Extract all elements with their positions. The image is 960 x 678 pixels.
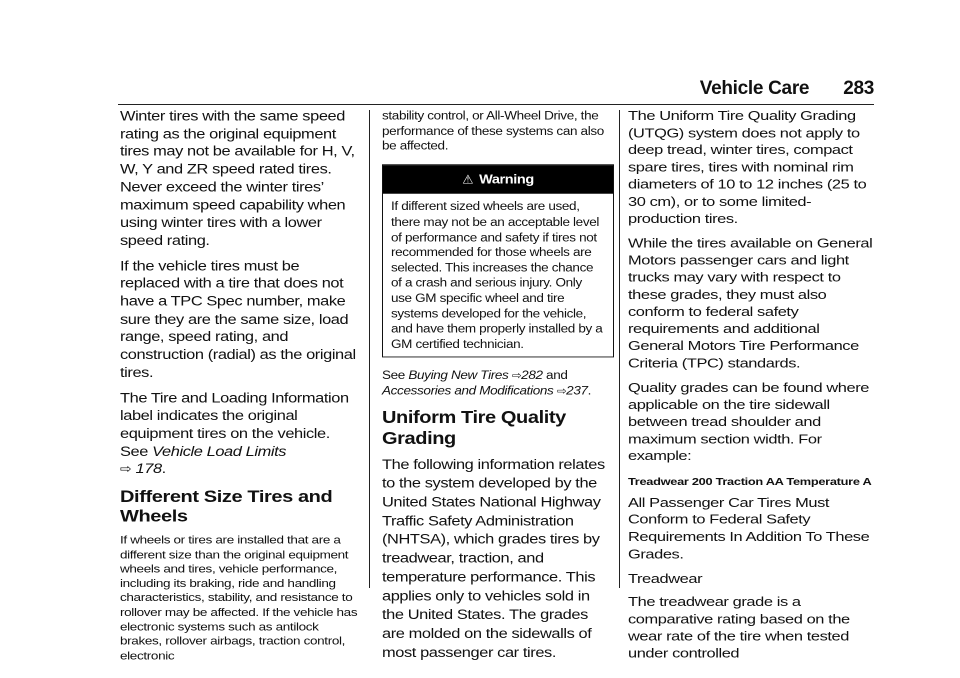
- page-header: [700, 78, 874, 100]
- see-text: See: [382, 369, 409, 383]
- page-arrow-icon: ⇨: [556, 384, 567, 398]
- paragraph: While the tires available on General Motors passenger cars and light trucks may vary with respect to these grades, they must also conform to federal safety requirements and additional General Motors Tire Performance Criteria (TPC) standards.: [628, 236, 873, 371]
- page-arrow-icon: ⇨: [120, 462, 132, 477]
- section-heading: Different Size Tires and Wheels: [120, 487, 333, 526]
- paragraph: All Passenger Car Tires Must Conform to Federal Safety Requirements In Addition To These Grades.: [628, 495, 870, 562]
- paragraph: stability control, or All-Wheel Drive, the performance of these systems can also be affected.: [382, 108, 604, 153]
- column-1: [120, 108, 360, 670]
- cross-reference-link[interactable]: Vehicle Load Limits: [152, 444, 287, 459]
- paragraph: [120, 390, 360, 479]
- example-line: Treadwear 200 Traction AA Temperature A: [628, 475, 872, 488]
- section-title: Vehicle Care: [699, 78, 810, 99]
- page-reference[interactable]: 282: [521, 369, 543, 383]
- paragraph: If the vehicle tires must be replaced with a tire that does not have a TPC Spec number, make sure they are the same size, load range, speed rating, and construction (radial) as the original tires.: [120, 258, 356, 381]
- warning-box: [382, 164, 614, 358]
- cross-reference-link[interactable]: Accessories and Modifications: [382, 384, 554, 398]
- paragraph: The Uniform Tire Quality Grading (UTQG) system does not apply to deep tread, winter tires, compact spare tires, tires with nominal rim diameters of 10 to 12 inches (25 to 30 cm), or to some limited-production tires.: [628, 108, 867, 227]
- header-rule: [118, 104, 874, 105]
- column-divider-2: [619, 110, 620, 588]
- warning-icon: ⚠: [462, 171, 474, 186]
- paragraph: The treadwear grade is a comparative rating based on the wear rate of the tire when tested under controlled: [628, 595, 850, 661]
- cross-reference-link[interactable]: Buying New Tires: [408, 369, 509, 383]
- punctuation: .: [161, 461, 166, 477]
- warning-title: Warning: [479, 172, 534, 187]
- paragraph: Winter tires with the same speed rating as the original equipment tires may not be available for H, V, W, Y and ZR speed rated tires. Never exceed the winter tires’ maximum speed capability when using winter tires with a lower speed rating.: [120, 108, 355, 249]
- paragraph-text: The Tire and Loading Information label indicates the original equipment tires on the vehicle. See: [120, 390, 349, 459]
- column-divider-1: [369, 110, 370, 588]
- see-text: and: [542, 369, 568, 383]
- subheading: Treadwear: [628, 571, 703, 586]
- warning-header: [383, 165, 613, 194]
- page-reference[interactable]: 237: [566, 384, 588, 398]
- paragraph: Quality grades can be found where applicable on the tire sidewall between tread shoulder and maximum section width. For example:: [628, 380, 870, 464]
- paragraph: If wheels or tires are installed that are a different size than the original equipment wheels and tires, vehicle performance, including its braking, ride and handling characteristics, stability, and resistance to rollover may be affected. If the vehicle has electronic systems such as antilock brakes, rollover airbags, traction control, electronic: [120, 533, 358, 662]
- section-heading: Uniform Tire Quality Grading: [382, 408, 566, 448]
- punctuation: .: [587, 384, 592, 398]
- page-arrow-icon: ⇨: [511, 369, 522, 383]
- warning-body: If different sized wheels are used, there may not be an acceptable level of performance and safety if tires not recommended for those wheels are selected. This increases the chance of a crash and serious injury. Only use GM specific wheel and tire systems developed for the vehicle, and have them properly installed by a GM certified technician.: [391, 200, 603, 351]
- page-reference[interactable]: 178: [135, 461, 162, 477]
- column-2: [382, 108, 614, 670]
- see-also: [382, 368, 614, 398]
- paragraph: The following information relates to the system developed by the United States National Highway Traffic Safety Administration (NHTSA), which grades tires by treadwear, traction, and temperature performance. This applies only to vehicles sold in the United States. The grades are molded on the sidewalls of most passenger car tires.: [382, 456, 605, 661]
- column-3: [628, 108, 878, 670]
- page-number: 283: [843, 78, 874, 99]
